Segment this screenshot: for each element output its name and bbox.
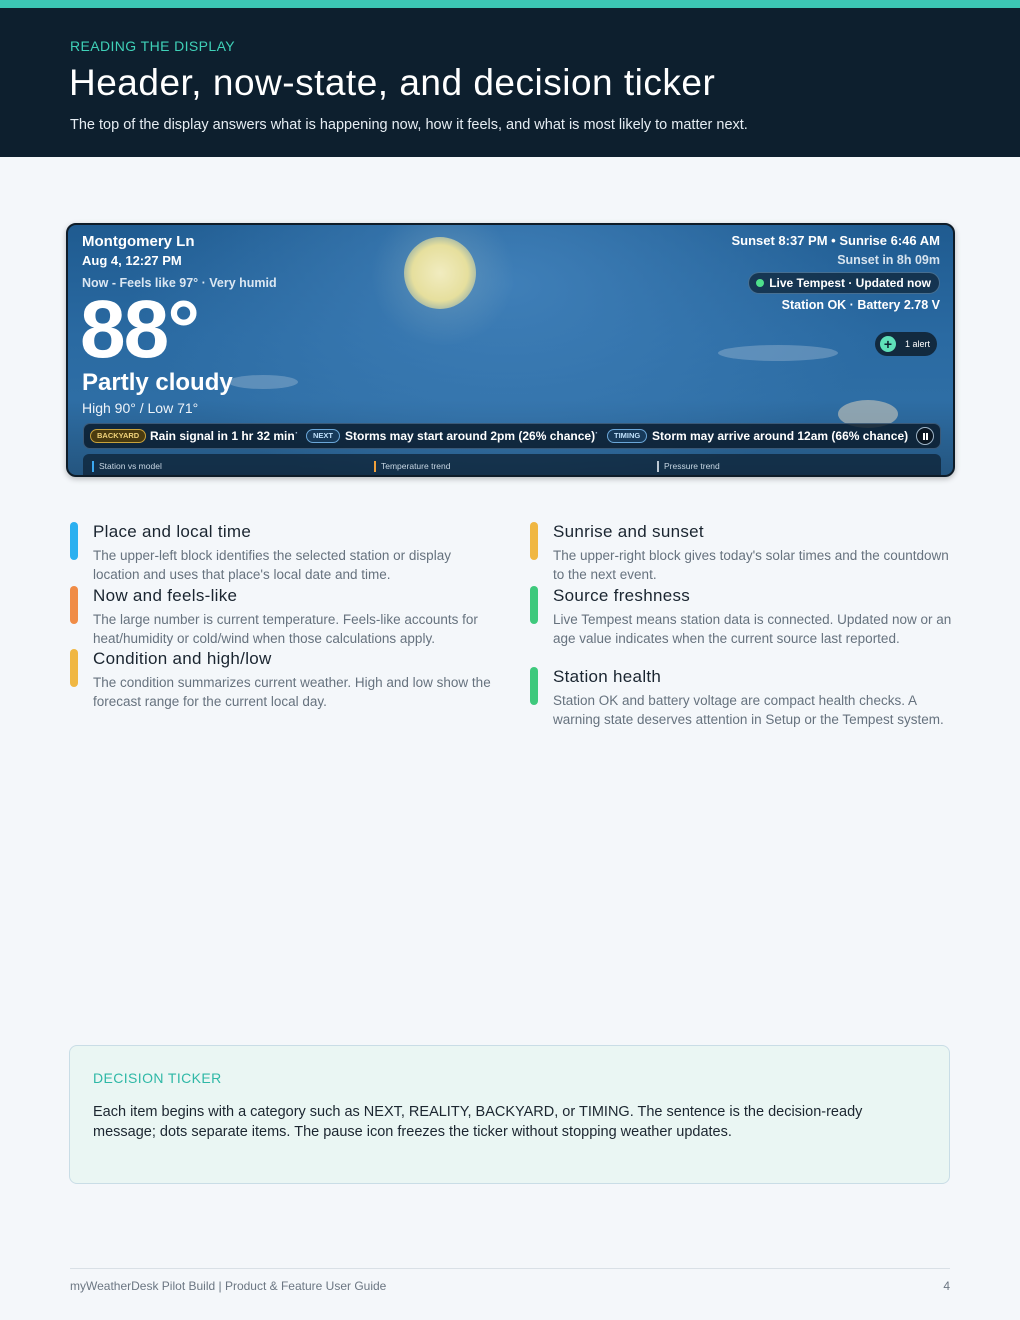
legend-title: Source freshness xyxy=(553,586,691,605)
cloud-icon xyxy=(228,375,298,389)
ticker-item-text: Storms may start around 2pm (26% chance) xyxy=(345,429,596,443)
page-header xyxy=(0,8,1020,157)
legend-title: Station health xyxy=(553,667,662,686)
solar-times: Sunset 8:37 PM • Sunrise 6:46 AM xyxy=(731,233,940,248)
legend-color-bar xyxy=(530,667,538,705)
ticker-tag-next: NEXT xyxy=(306,429,340,443)
ticker-tag-backyard: BACKYARD xyxy=(90,429,146,443)
ticker-tag-timing: TIMING xyxy=(607,429,647,443)
pause-icon[interactable] xyxy=(916,427,934,445)
weather-display-screenshot xyxy=(66,223,955,477)
trend-tab-pressure[interactable]: Pressure trend xyxy=(657,461,720,471)
decision-ticker xyxy=(83,423,941,449)
plus-icon: + xyxy=(880,336,896,352)
ticker-separator: · xyxy=(295,428,299,439)
legend-color-bar xyxy=(70,586,78,624)
legend-title: Place and local time xyxy=(93,522,252,541)
legend-description: Station OK and battery voltage are compact health checks. A warning state deserves attention in Setup or the Tempest system. xyxy=(553,693,944,727)
accent-bar xyxy=(0,0,1020,8)
legend-title: Now and feels-like xyxy=(93,586,238,605)
footer-divider xyxy=(70,1268,950,1269)
live-status-label: Live Tempest · Updated now xyxy=(769,276,931,290)
legend-title: Sunrise and sunset xyxy=(553,522,704,541)
high-low: High 90° / Low 71° xyxy=(82,400,199,416)
section-kicker: READING THE DISPLAY xyxy=(70,38,236,54)
page-number: 4 xyxy=(943,1279,950,1293)
callout-label: DECISION TICKER xyxy=(93,1070,222,1086)
ticker-item-text: Storm may arrive around 12am (66% chance) xyxy=(652,429,909,443)
decision-ticker-callout xyxy=(69,1045,950,1184)
trend-strip xyxy=(83,454,941,477)
legend-description: The large number is current temperature. Feels-like accounts for heat/humidity or cold/wind when those calculations apply. xyxy=(93,612,478,646)
page-subtitle: The top of the display answers what is happening now, how it feels, and what is most likely to matter next. xyxy=(70,117,748,133)
sun-icon xyxy=(404,237,476,309)
legend-description: The upper-right block gives today's solar times and the countdown to the next event. xyxy=(553,548,949,582)
trend-tab-station-vs-model[interactable]: Station vs model xyxy=(92,461,162,471)
alert-button[interactable] xyxy=(875,332,937,356)
ticker-separator: · xyxy=(595,428,599,439)
local-datetime: Aug 4, 12:27 PM xyxy=(82,253,182,268)
legend-description: The upper-left block identifies the selected station or display location and uses that place's local date and time. xyxy=(93,548,451,582)
status-dot-icon xyxy=(756,279,764,287)
trend-tab-temperature[interactable]: Temperature trend xyxy=(374,461,450,471)
legend-color-bar xyxy=(530,522,538,560)
legend-title: Condition and high/low xyxy=(93,649,272,668)
footer-title: myWeatherDesk Pilot Build | Product & Feature User Guide xyxy=(70,1279,387,1293)
legend-color-bar xyxy=(70,522,78,560)
location-name: Montgomery Ln xyxy=(82,233,195,250)
legend-color-bar xyxy=(530,586,538,624)
legend-description: The condition summarizes current weather. High and low show the forecast range for the current local day. xyxy=(93,675,491,709)
station-health: Station OK · Battery 2.78 V xyxy=(781,298,940,312)
cloud-icon xyxy=(718,345,838,361)
ticker-item-text: Rain signal in 1 hr 32 min xyxy=(150,429,295,443)
legend-color-bar xyxy=(70,649,78,687)
solar-countdown: Sunset in 8h 09m xyxy=(837,253,940,267)
page-title: Header, now-state, and decision ticker xyxy=(69,62,716,103)
current-temperature: 88° xyxy=(80,284,199,375)
alert-label: 1 alert xyxy=(905,339,931,349)
callout-text: Each item begins with a category such as NEXT, REALITY, BACKYARD, or TIMING. The sentence is the decision-ready message; dots separate items. The pause icon freezes the ticker without stopping weather updates. xyxy=(93,1104,863,1140)
legend-description: Live Tempest means station data is connected. Updated now or an age value indicates when the current source last reported. xyxy=(553,612,952,646)
condition-text: Partly cloudy xyxy=(82,369,233,396)
feels-like-line: Now - Feels like 97° · Very humid xyxy=(82,276,277,290)
live-status-pill[interactable] xyxy=(748,272,940,294)
